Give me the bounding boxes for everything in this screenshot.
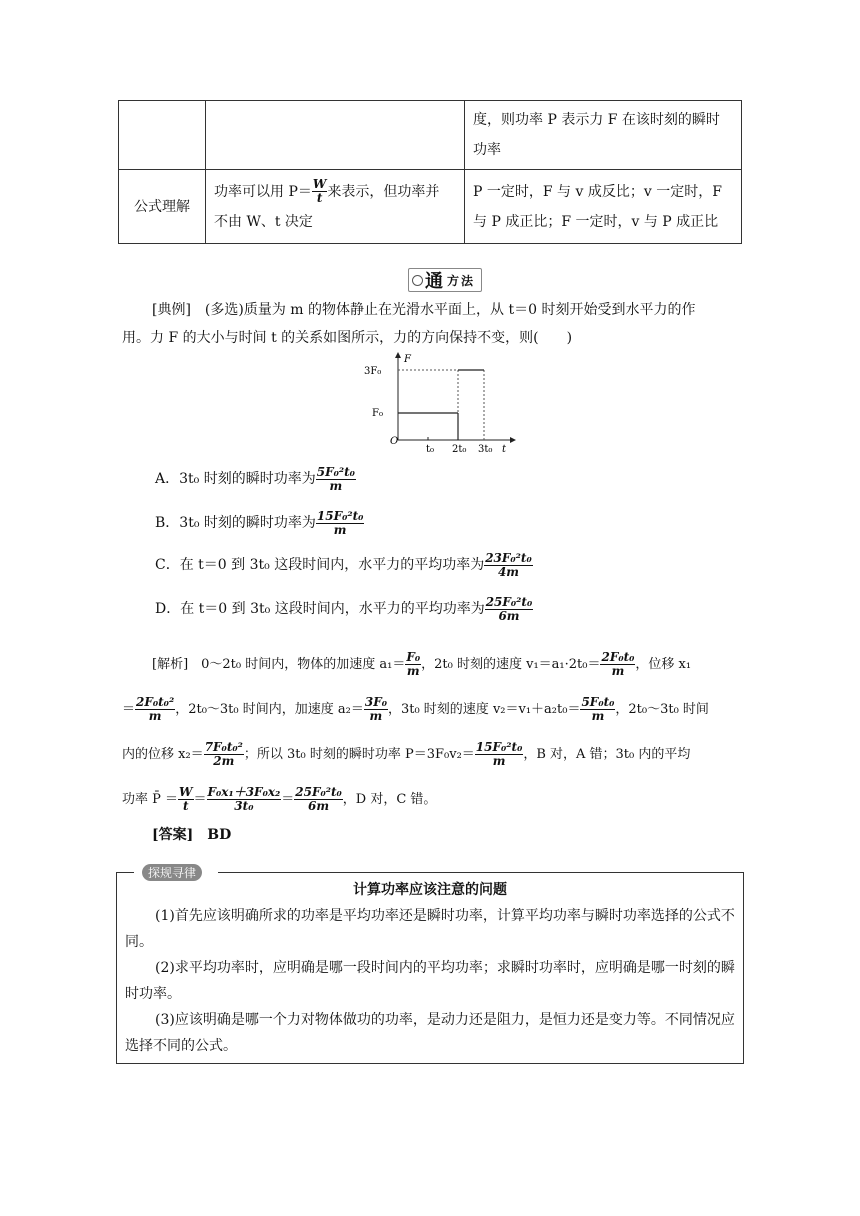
y-axis-label: F [404, 354, 411, 365]
denominator: m [492, 754, 506, 768]
fraction [294, 786, 343, 812]
tip-box [116, 872, 744, 1064]
fraction [207, 786, 282, 812]
force-time-graph [360, 350, 520, 458]
table-row [119, 170, 742, 244]
fraction [316, 466, 356, 492]
numerator: W [179, 785, 193, 800]
denominator: 3t₀ [234, 799, 254, 813]
option-d [155, 596, 533, 622]
x-tick-label: 2t₀ [452, 444, 467, 455]
fraction [600, 651, 635, 677]
banner-sub: 方法 [447, 274, 476, 288]
option-text: D．在 t＝0 到 3t₀ 这段时间内，水平力的平均功率为 [155, 601, 485, 618]
analysis-text: 内的位移 x₂＝ [122, 747, 204, 762]
option-c [155, 552, 533, 578]
example-line: 用。力 F 的大小与时间 t 的关系如图所示，力的方向保持不变，则( ) [122, 330, 573, 346]
analysis-text: ＝ [193, 792, 207, 807]
option-text: A．3t₀ 时刻的瞬时功率为 [155, 471, 316, 488]
table-cell [206, 170, 465, 244]
fraction [485, 596, 534, 622]
table-cell: 公式理解 [119, 170, 206, 244]
option-text: B．3t₀ 时刻的瞬时功率为 [155, 515, 316, 532]
numerator: 25F₀²t₀ [295, 785, 342, 800]
fraction [316, 510, 365, 536]
cell-text: 来表示，但功率并 [327, 183, 440, 200]
analysis-text: ，3t₀ 时刻的速度 v₂＝v₁＋a₂t₀＝ [387, 702, 581, 717]
tip-tag [134, 864, 218, 882]
x-axis-label: t [502, 444, 507, 455]
analysis [122, 642, 744, 822]
fraction [204, 741, 244, 767]
analysis-line [122, 732, 744, 777]
analysis-text: ＝ [281, 792, 295, 807]
analysis-line [122, 687, 744, 732]
numerator: 15F₀²t₀ [475, 740, 523, 755]
denominator: 6m [308, 799, 330, 813]
table-cell [206, 101, 465, 170]
tip-paragraph: (3)应该明确是哪一个力对物体做功的功率，是动力还是阻力，是恒力还是变力等。不同情况应选择不同的公式。 [125, 1012, 735, 1054]
tip-paragraph: (1)首先应该明确所求的功率是平均功率还是瞬时功率，计算平均功率与瞬时功率选择的公式不同。 [125, 908, 735, 950]
y-axis-arrow [395, 352, 401, 358]
denominator: m [591, 709, 605, 723]
denominator: m [369, 709, 383, 723]
numerator: 7F₀t₀² [204, 740, 243, 755]
denominator: t [182, 799, 189, 813]
analysis-text: ，D 对，C 错。 [342, 792, 437, 807]
x-tick-label: 3t₀ [478, 444, 493, 455]
table-cell [465, 101, 742, 170]
numerator: 5F₀t₀ [581, 695, 615, 710]
cell-text: 不由 W、t 决定 [214, 213, 313, 230]
fraction [312, 178, 327, 204]
analysis-text: ，B 对，A 错；3t₀ 内的平均 [523, 747, 691, 762]
banner-main: 通 [425, 271, 443, 292]
fraction [484, 552, 533, 578]
y-tick-label: 3F₀ [364, 366, 382, 377]
fraction [364, 696, 388, 722]
option-text: C．在 t＝0 到 3t₀ 这段时间内，水平力的平均功率为 [155, 557, 485, 574]
denominator: m [406, 664, 420, 678]
denominator: 2m [213, 754, 235, 768]
numerator: 3F₀ [364, 695, 387, 710]
fraction [475, 741, 524, 767]
comparison-table [118, 100, 742, 244]
heart-icon [412, 275, 423, 286]
option-a [155, 466, 356, 492]
tip-paragraph: (2)求平均功率时，应明确是哪一段时间内的平均功率；求瞬时功率时，应明确是哪一时刻的瞬时功率。 [125, 960, 735, 1002]
numerator: 2F₀t₀ [601, 650, 635, 665]
denominator: m [333, 522, 347, 537]
fraction [178, 786, 193, 812]
denominator: m [329, 478, 343, 493]
numerator: F₀ [406, 650, 421, 665]
analysis-text: ＝ [122, 702, 136, 717]
analysis-text: ，2t₀～3t₀ 时间 [615, 702, 709, 717]
cell-text: 与 P 成正比；F 一定时，v 与 P 成正比 [473, 213, 719, 230]
analysis-text: ，2t₀ 时刻的速度 v₁＝a₁·2t₀＝ [421, 657, 601, 672]
numerator: 23F₀²t₀ [485, 551, 532, 565]
cell-text: 功率可以用 P＝ [214, 183, 312, 200]
table-row [119, 101, 742, 170]
numerator: 5F₀²t₀ [316, 465, 355, 479]
fraction [580, 696, 615, 722]
cell-text: 度，则功率 P 表示力 F 在该时刻的瞬时功率 [473, 112, 720, 158]
x-tick-label: t₀ [426, 444, 435, 455]
numerator: 15F₀²t₀ [316, 509, 364, 523]
origin-label: O [390, 436, 399, 447]
denominator: m [148, 709, 162, 723]
example-question [122, 296, 742, 352]
analysis-line [122, 777, 744, 822]
analysis-line [122, 642, 744, 687]
numerator: 2F₀t₀² [136, 695, 175, 710]
denominator: m [611, 664, 625, 678]
analysis-text: ，2t₀～3t₀ 时间内，加速度 a₂＝ [175, 702, 364, 717]
analysis-text: 功率 P̄ ＝ [122, 792, 179, 807]
fraction [135, 696, 175, 722]
section-banner [408, 268, 482, 292]
table-cell [465, 170, 742, 244]
denominator: 4m [497, 564, 519, 579]
tip-title: 计算功率应该注意的问题 [353, 882, 507, 898]
numerator: W [312, 177, 327, 192]
cell-text: P 一定时，F 与 v 成反比；v 一定时，F [473, 183, 722, 200]
answer: [答案] BD [152, 827, 232, 843]
denominator: 6m [498, 608, 520, 623]
x-axis-arrow [510, 437, 516, 443]
table-cell [119, 101, 206, 170]
analysis-text: [解析] 0～2t₀ 时间内，物体的加速度 a₁＝ [152, 657, 406, 672]
fraction [405, 651, 421, 677]
analysis-text: ，位移 x₁ [635, 657, 692, 672]
example-line: [典例] (多选)质量为 m 的物体静止在光滑水平面上，从 t＝0 时刻开始受到水平力的作 [152, 302, 696, 318]
analysis-text: ；所以 3t₀ 时刻的瞬时功率 P＝3F₀v₂＝ [243, 747, 475, 762]
tip-tag-label: 探规寻律 [142, 864, 202, 881]
option-b [155, 510, 364, 536]
y-tick-label: F₀ [372, 408, 383, 419]
denominator: t [316, 191, 323, 205]
numerator: F₀x₁＋3F₀x₂ [207, 785, 281, 800]
numerator: 25F₀²t₀ [485, 595, 533, 609]
